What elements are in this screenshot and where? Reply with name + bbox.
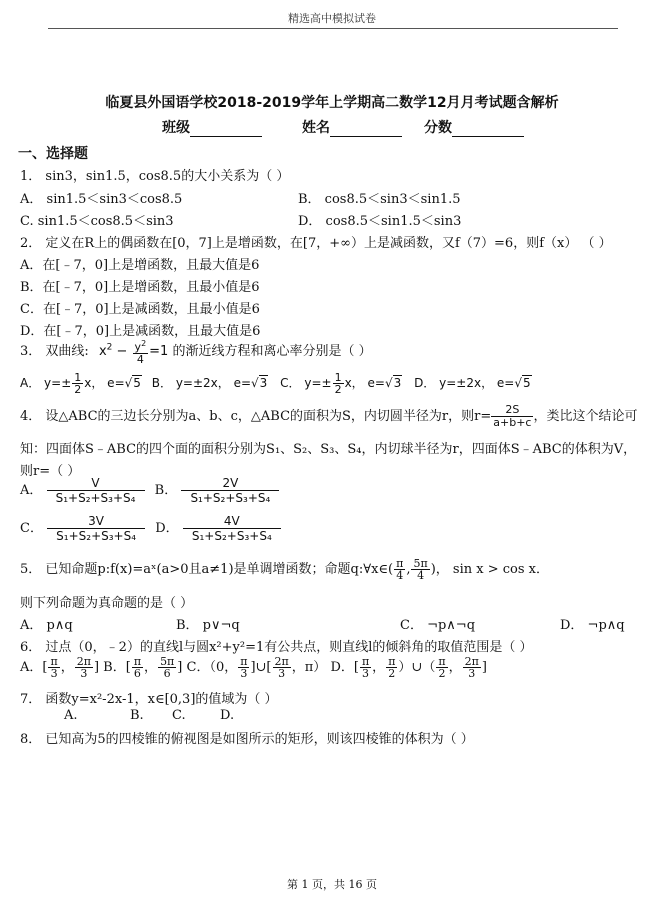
page-header: 精选高中模拟试卷 — [288, 12, 376, 25]
q4-c-den: S₁+S₂+S₃+S₄ — [47, 528, 145, 543]
q6-d-label: D．[ — [330, 660, 359, 675]
q4-line1a: 4． 设△ABC的三边长分别为a、b、c，△ABC的面积为S，内切圆半径为r，则r= — [20, 409, 492, 424]
q7-stem: 7． 函数y=x²-2x-1，x∈[0,3]的值域为（ ） — [20, 692, 278, 707]
q4-b-num: 2V — [222, 476, 239, 490]
page-title: 临夏县外国语学校2018-2019学年上学期高二数学12月月考试题含解析 — [105, 95, 559, 111]
q4-r-den: a+b+c — [493, 416, 532, 429]
q3-b-root: 3 — [259, 376, 268, 390]
q4-a-label: A． — [20, 483, 43, 498]
q4-c-label: C． — [20, 521, 43, 536]
score-label: 分数 — [424, 120, 452, 136]
q3-d-root: 5 — [523, 376, 531, 390]
q6-c-label: C．（0， — [186, 660, 238, 675]
q6-a1-den: 3 — [48, 667, 59, 679]
q4-c-num: 3V — [88, 514, 105, 528]
q2-option-a: A．在[﹣7，0]上是增函数，且最大值是6 — [20, 258, 260, 273]
q7-option-a: A. — [64, 708, 78, 723]
q3-d-label: D． — [414, 376, 436, 390]
q6-b-mid: ， — [144, 660, 158, 675]
q6-b1-den: 6 — [132, 667, 143, 679]
q4-r-num: 2S — [505, 403, 520, 416]
q6-c-end: ，π） — [291, 660, 327, 675]
q6-d-mid2: ）∪（ — [398, 660, 436, 675]
q4-option-cd — [20, 514, 281, 543]
q5-option-c: C． ¬p∧¬q — [400, 618, 476, 633]
q8-stem: 8． 已知高为5的四棱锥的俯视图是如图所示的矩形，则该四棱锥的体积为（ ） — [20, 732, 474, 747]
q3-c-den: 2 — [334, 383, 342, 396]
score-field — [424, 117, 524, 137]
q5-f2-den: 4 — [411, 569, 429, 581]
score-blank — [452, 122, 524, 137]
q6-d3-num: π — [438, 655, 446, 668]
q3-a-y: y=± — [44, 376, 72, 390]
q2-option-d: D．在[﹣7，0]上是减函数，且最大值是6 — [20, 324, 261, 339]
q6-a-label: A．[ — [20, 660, 48, 675]
section-heading: 一、选择题 — [18, 146, 88, 162]
q4-line1b: ，类比这个结论可 — [533, 409, 638, 424]
q4-b-den: S₁+S₂+S₃+S₄ — [181, 490, 279, 505]
class-label: 班级 — [162, 120, 190, 136]
q3-tail: 的渐近线方程和离心率分别是（ ） — [172, 343, 372, 359]
q7-option-d: D. — [220, 708, 235, 723]
q6-c2-den: 3 — [273, 667, 291, 679]
q6-d4-den: 3 — [463, 667, 481, 679]
q3-b-y: y=±2x， e= — [175, 376, 252, 390]
name-field — [302, 117, 402, 137]
q3-b-label: B． — [151, 376, 172, 390]
q1-option-c: C. sin1.5＜cos8.5＜sin3 — [20, 214, 174, 229]
q6-d1-den: 3 — [360, 667, 371, 679]
q6-b2-num: 5π — [160, 655, 175, 668]
q3-c-label: C． — [280, 376, 301, 390]
q1-option-b: B． cos8.5＜sin3＜sin1.5 — [298, 192, 461, 207]
q4-a-num: V — [91, 476, 100, 490]
q6-stem: 6． 过点（0，﹣2）的直线l与圆x²+y²=1有公共点，则直线l的倾斜角的取值范围是（ ） — [20, 640, 533, 655]
name-blank — [330, 122, 402, 137]
q6-b-label: B．[ — [103, 660, 131, 675]
q6-d-end: ] — [481, 660, 487, 675]
q3-stem — [20, 338, 372, 365]
q3-frac: $\frac{y^2}{4}$ — [134, 339, 147, 366]
class-blank — [190, 122, 262, 137]
q6-c1-num: π — [240, 655, 248, 668]
q2-option-c: C．在[﹣7，0]上是减函数，且最小值是6 — [20, 302, 260, 317]
q6-options — [20, 656, 487, 679]
q3-a-num: 1 — [74, 371, 82, 384]
q5-option-d: D． ¬p∧q — [560, 618, 625, 633]
page-footer: 第 1 页，共 16 页 — [287, 878, 377, 891]
q3-c-root: 3 — [393, 376, 402, 390]
q3-y: y — [134, 340, 142, 354]
q3-c-y: y=± — [304, 376, 332, 390]
q5-comma: , — [406, 562, 411, 577]
q6-d4-num: 2π — [464, 655, 479, 668]
q3-a-root: 5 — [133, 376, 141, 390]
q5-stem — [20, 558, 549, 581]
q6-d-mid1: ， — [372, 660, 386, 675]
q4-line3: 则r=（ ） — [20, 464, 81, 479]
q2-stem: 2． 定义在R上的偶函数在[0，7]上是增函数，在[7，+∞）上是减函数，又f（7）=6，则f（x） （ ） — [20, 236, 612, 251]
q6-b1-num: π — [133, 655, 142, 668]
q3-a-den: 2 — [74, 383, 82, 396]
q4-d-num: 4V — [223, 514, 240, 528]
q6-c1-den: 3 — [238, 667, 249, 679]
q3-equation: $x^2$ − $\frac{y^2}{4}$ =1 — [98, 339, 169, 366]
q4-line2: 知：四面体S﹣ABC的四个面的面积分别为S₁、S₂、S₃、S₄，内切球半径为r，四面体S﹣ABC的体积为V， — [20, 442, 637, 457]
q3-c-num: 1 — [334, 371, 342, 384]
q6-d3-den: 2 — [436, 667, 447, 679]
q6-a2-num: 2π — [76, 655, 91, 668]
q5-f2-num: 5π — [413, 557, 428, 570]
q4-b-label: B． — [154, 483, 178, 498]
q6-c2-num: 2π — [274, 655, 289, 668]
q6-d-mid3: ， — [448, 660, 462, 675]
q3-c-x: x， e= — [344, 376, 385, 390]
header-divider — [48, 28, 618, 29]
q1-option-a: A． sin1.5＜sin3＜cos8.5 — [20, 192, 183, 207]
q5-option-a: A． p∧q — [20, 618, 73, 633]
q6-d2-den: 2 — [386, 667, 397, 679]
class-field — [162, 117, 262, 137]
q6-a-end: ] — [93, 660, 100, 675]
q6-a2-den: 3 — [75, 667, 93, 679]
q3-number: 3． 双曲线: — [20, 343, 89, 359]
q4-line1 — [20, 404, 637, 429]
q1-stem: 1． sin3，sin1.5，cos8.5的大小关系为（ ） — [20, 169, 290, 184]
name-label: 姓名 — [302, 120, 330, 136]
q5-part-b: )， sin x > cos x． — [430, 562, 549, 577]
q6-a-mid: ， — [60, 660, 74, 675]
q5-f1-den: 4 — [394, 569, 405, 581]
q4-d-den: S₁+S₂+S₃+S₄ — [183, 528, 281, 543]
q7-option-c: C. — [172, 708, 186, 723]
q6-c-mid: ]∪[ — [250, 660, 272, 675]
q3-options: A． y=± $\frac{1}{2}$ x， e=√5 B． y=±2x， e=√3 C． y=± $\frac{1}{2}$ x， e=√3 D． y=±2x， e=√5 — [20, 371, 531, 396]
q3-four: 4 — [133, 353, 149, 365]
q3-x: x — [98, 343, 107, 359]
q4-d-label: D． — [155, 521, 179, 536]
q6-d1-num: π — [361, 655, 370, 668]
q6-d2-num: π — [388, 655, 396, 668]
q1-option-d: D． cos8.5＜sin1.5＜sin3 — [298, 214, 462, 229]
q3-a-label: A． — [20, 376, 41, 390]
q5-f1-num: π — [396, 557, 404, 570]
q6-a1-num: π — [50, 655, 58, 668]
q3-eq1: =1 — [149, 343, 169, 359]
q2-option-b: B．在[﹣7，0]上是增函数，且最小值是6 — [20, 280, 260, 295]
q5-part-a: 5． 已知命题p:f(x)=aˣ(a>0且a≠1)是单调增函数；命题q:∀x∈( — [20, 562, 394, 577]
q7-option-b: B. — [130, 708, 144, 723]
q3-a-x: x， e= — [84, 376, 125, 390]
q4-a-den: S₁+S₂+S₃+S₄ — [47, 490, 145, 505]
q4-option-ab — [20, 476, 279, 505]
q5-line2: 则下列命题为真命题的是（ ） — [20, 596, 194, 611]
q3-d-y: y=±2x， e= — [439, 376, 515, 390]
q6-b-end: ] — [177, 660, 183, 675]
q5-option-b: B． p∨¬q — [176, 618, 240, 633]
q6-b2-den: 6 — [158, 667, 176, 679]
